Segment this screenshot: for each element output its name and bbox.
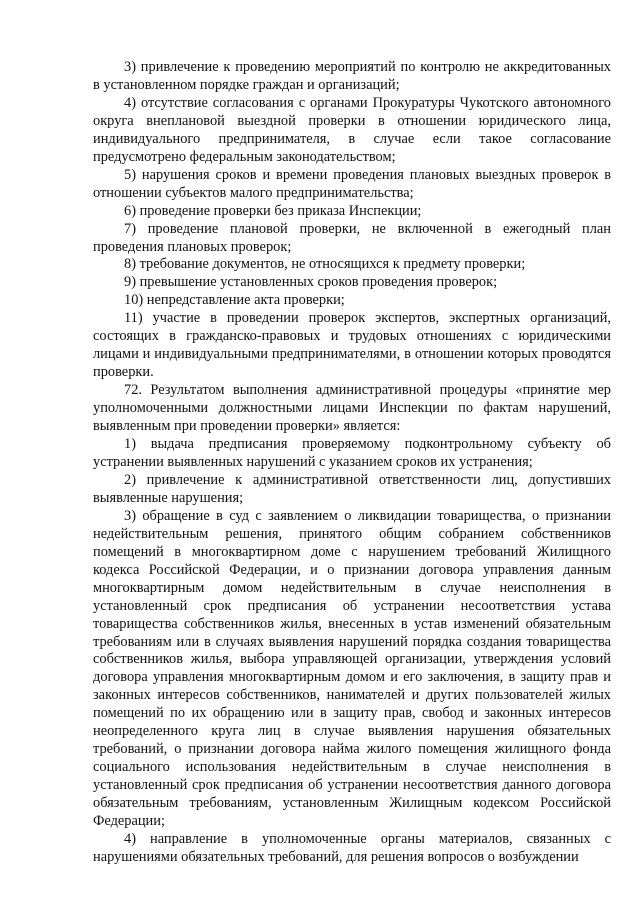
paragraph-item-4-no-approval: 4) отсутствие согласования с органами Прокуратуры Чукотского автономного округа внеплановой выездной проверки в отношении юридического лица, индивидуального предпринимателя, в случае если такое согласование предусмотрено федеральным законодательством; [93,94,611,165]
paragraph-item-8-documents: 8) требование документов, не относящихся к предмету проверки; [124,256,526,273]
paragraph-result-1-order: 1) выдача предписания проверяемому подконтрольному субъекту об устранении выявленных нарушений с указанием сроков их устранения; [93,436,611,470]
paragraph-item-9-exceeding: 9) превышение установленных сроков проведения проверок; [124,274,498,291]
paragraph-result-4-referral: 4) направление в уполномоченные органы материалов, связанных с нарушениями обязательных требований, для решения вопросов о возбуждении [93,830,611,865]
paragraph-result-2-liability: 2) привлечение к административной ответственности лиц, допустивших выявленные нарушения; [93,471,611,506]
paragraph-item-3-attracting: 3) привлечение к проведению мероприятий по контролю не аккредитованных в установленном порядке граждан и организаций; [93,59,611,93]
paragraph-item-10-no-act: 10) непредставление акта проверки; [124,292,345,309]
paragraph-result-3-court: 3) обращение в суд с заявлением о ликвидации товарищества, о признании недействительным решения, принятого общим собранием собственников помещений в многоквартирном доме с нарушением требований Жилищного кодекса Российской Федерации, и о признании договора управления данным многоквартирным домом недействительным в случае неисполнения в установленный срок предписания об устранении несоответствия устава товарищества собственников жилья, внесенных в устав изменений обязательным требованиям или в случаях выявления нарушений порядка создания товарищества собственников жилья, выбора управляющей организации, утверждения условий договора управления многоквартирным домом и его заключения, в защиту прав и законных интересов собственников, нанимателей и других пользователей жилых помещений по их обращению или в защиту прав, свобод и законных интересов неопределенного круга лиц в случае выявления нарушения обязательных требований, о признании договора найма жилого помещения жилищного фонда социального использования недействительным в случае неисполнения в установленный срок предписания об устранении несоответствия данного договора обязательным требованиям, установленным Жилищным кодексом Российской Федерации; [93,507,611,830]
document-page [93,59,611,867]
paragraph-item-5-deadlines: 5) нарушения сроков и времени проведения плановых выездных проверок в отношении субъектов малого предпринимательства; [93,166,611,201]
paragraph-item-7-unplanned: 7) проведение плановой проверки, не включенной в ежегодный план проведения плановых проверок; [93,220,611,255]
paragraph-item-11-experts: 11) участие в проведении проверок экспертов, экспертных организаций, состоящих в гражданско-правовых и трудовых отношениях с юридическими лицами и индивидуальными предпринимателями, в отношении которых проводятся проверки. [93,310,611,381]
paragraph-clause-72: 72. Результатом выполнения административной процедуры «принятие мер уполномоченными должностными лицами Инспекции по фактам нарушений, выявленным при проведении проверки» является: [93,382,611,435]
paragraph-item-6-no-order: 6) проведение проверки без приказа Инспекции; [124,202,422,219]
